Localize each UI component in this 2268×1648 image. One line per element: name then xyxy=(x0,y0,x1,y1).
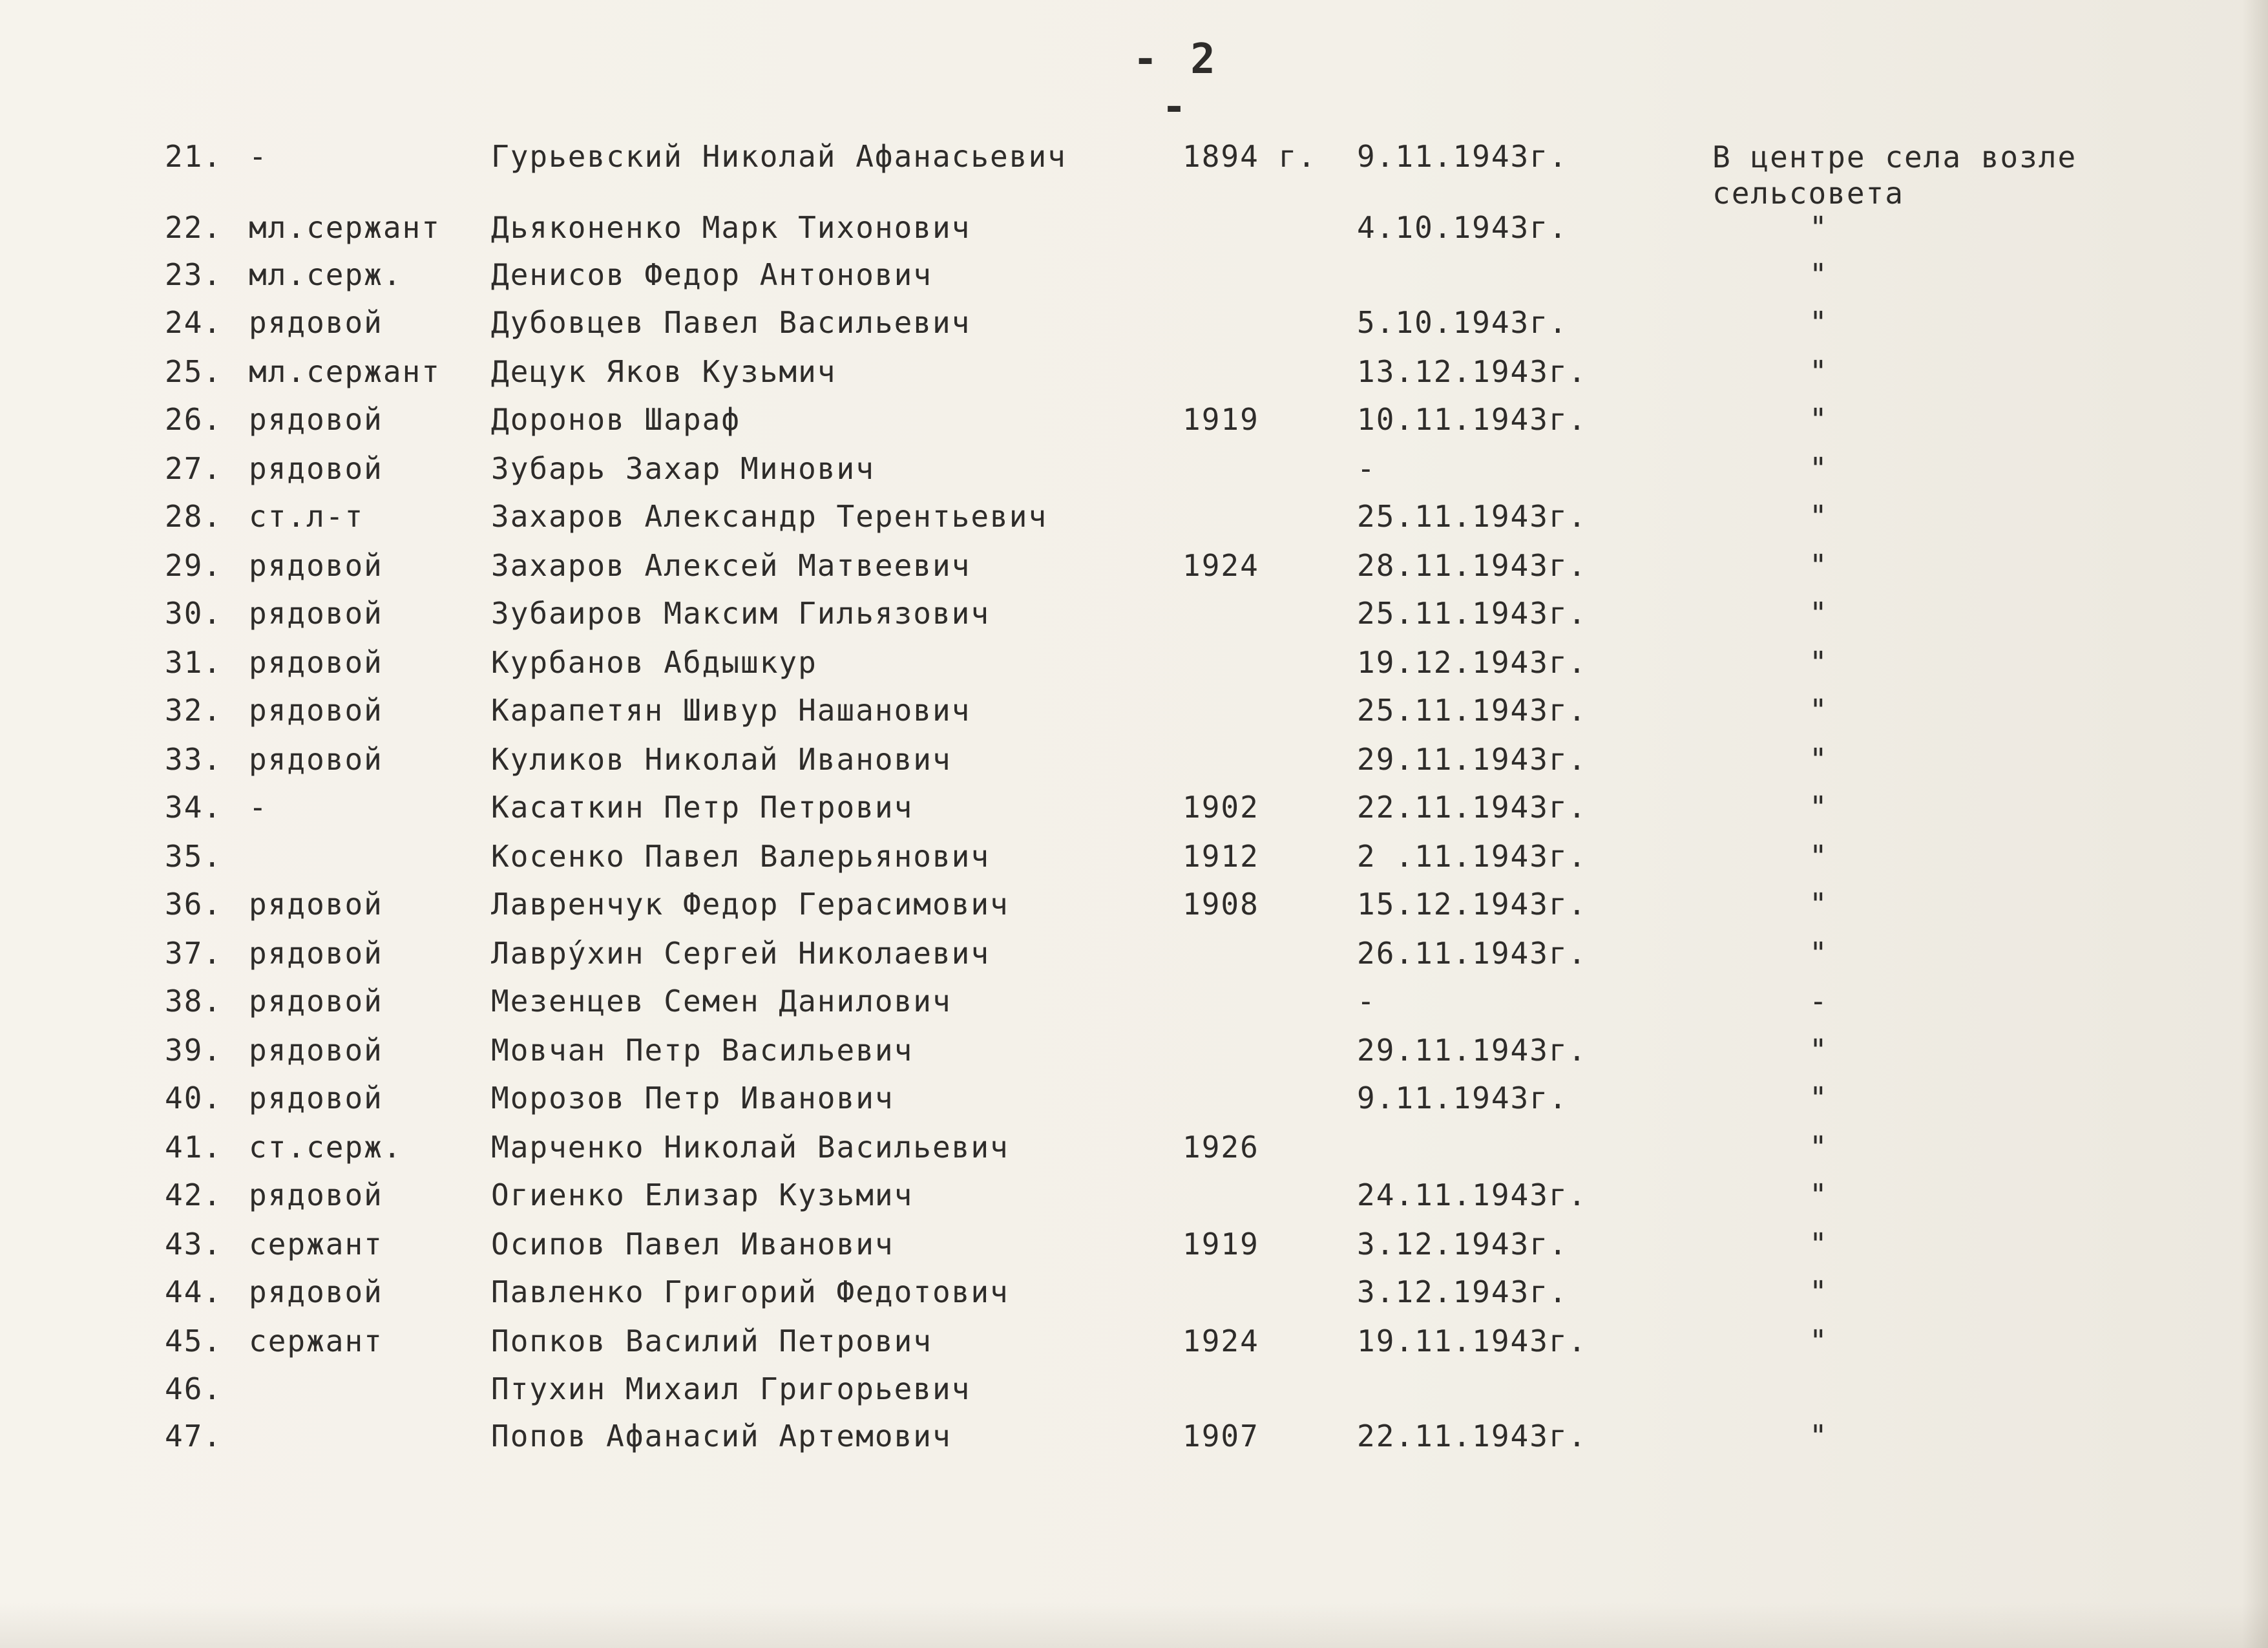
rank-cell: мл.сержант xyxy=(249,354,441,389)
row-number: 43. xyxy=(165,1227,223,1262)
rank-cell: рядовой xyxy=(249,1033,383,1068)
burial-place-cell: " xyxy=(1809,693,1829,728)
death-date-cell: 25.11.1943г. xyxy=(1357,693,1588,728)
death-date-cell: 15.12.1943г. xyxy=(1357,887,1588,922)
burial-place-cell: " xyxy=(1809,257,1829,292)
name-cell: Попов Афанасий Артемович xyxy=(491,1419,952,1453)
name-cell: Морозов Петр Иванович xyxy=(491,1081,894,1115)
row-number: 37. xyxy=(165,936,223,971)
burial-place-cell: - xyxy=(1809,984,1829,1019)
burial-place-cell: " xyxy=(1809,1274,1829,1309)
birth-year-cell: 1924 xyxy=(1182,1324,1259,1358)
row-number: 28. xyxy=(165,499,223,534)
row-number: 41. xyxy=(165,1130,223,1165)
burial-place-cell: " xyxy=(1809,305,1829,340)
birth-year-cell: 1926 xyxy=(1182,1130,1259,1165)
row-number: 42. xyxy=(165,1178,223,1212)
name-cell: Касаткин Петр Петрович xyxy=(491,790,914,825)
birth-year-cell: 1902 xyxy=(1182,790,1259,825)
rank-cell: рядовой xyxy=(249,887,383,922)
burial-place-cell: " xyxy=(1809,402,1829,437)
burial-place-cell: " xyxy=(1809,1419,1829,1453)
death-date-cell: 24.11.1943г. xyxy=(1357,1178,1588,1212)
burial-place-cell: " xyxy=(1809,499,1829,534)
row-number: 25. xyxy=(165,354,223,389)
rank-cell: - xyxy=(249,790,268,825)
birth-year-cell: 1907 xyxy=(1182,1419,1259,1453)
rank-cell: ст.л-т xyxy=(249,499,364,534)
death-date-cell: 26.11.1943г. xyxy=(1357,936,1588,971)
rank-cell: мл.сержант xyxy=(249,210,441,245)
rank-cell: рядовой xyxy=(249,596,383,631)
name-cell: Зубаиров Максим Гильязович xyxy=(491,596,991,631)
name-cell: Птухин Михаил Григорьевич xyxy=(491,1371,971,1406)
rank-cell: рядовой xyxy=(249,645,383,680)
name-cell: Захаров Александр Терентьевич xyxy=(491,499,1048,534)
row-number: 34. xyxy=(165,790,223,825)
death-date-cell: 10.11.1943г. xyxy=(1357,402,1588,437)
death-date-cell: 9.11.1943г. xyxy=(1357,1081,1568,1115)
row-number: 29. xyxy=(165,548,223,583)
rank-cell: рядовой xyxy=(249,548,383,583)
death-date-cell: 22.11.1943г. xyxy=(1357,1419,1588,1453)
burial-place-cell: " xyxy=(1809,354,1829,389)
death-date-cell: 5.10.1943г. xyxy=(1357,305,1568,340)
burial-place-cell: " xyxy=(1809,839,1829,874)
rank-cell: рядовой xyxy=(249,1081,383,1115)
rank-cell: рядовой xyxy=(249,936,383,971)
death-date-cell: 9.11.1943г. xyxy=(1357,139,1568,174)
row-number: 38. xyxy=(165,984,223,1019)
death-date-cell: - xyxy=(1357,451,1376,486)
death-date-cell: 19.12.1943г. xyxy=(1357,645,1588,680)
burial-place-cell: " xyxy=(1809,742,1829,777)
birth-year-cell: 1908 xyxy=(1182,887,1259,922)
burial-place-cell: " xyxy=(1809,451,1829,486)
death-date-cell: 4.10.1943г. xyxy=(1357,210,1568,245)
rank-cell: рядовой xyxy=(249,1274,383,1309)
row-number: 33. xyxy=(165,742,223,777)
name-cell: Павленко Григорий Федотович xyxy=(491,1274,1009,1309)
name-cell: Огиенко Елизар Кузьмич xyxy=(491,1178,914,1212)
rank-cell: сержант xyxy=(249,1324,383,1358)
burial-place-cell: " xyxy=(1809,1033,1829,1068)
name-cell: Марченко Николай Васильевич xyxy=(491,1130,1009,1165)
row-number: 22. xyxy=(165,210,223,245)
burial-place-cell: " xyxy=(1809,1130,1829,1165)
death-date-cell: - xyxy=(1357,984,1376,1019)
row-number: 40. xyxy=(165,1081,223,1115)
burial-place-cell: " xyxy=(1809,1227,1829,1262)
name-cell: Гурьевский Николай Афанасьевич xyxy=(491,139,1067,174)
death-date-cell: 3.12.1943г. xyxy=(1357,1274,1568,1309)
burial-place-note: В центре села возле сельсовета xyxy=(1712,140,2077,211)
rank-cell: рядовой xyxy=(249,693,383,728)
name-cell: Мовчан Петр Васильевич xyxy=(491,1033,914,1068)
name-cell: Лавренчук Федор Герасимович xyxy=(491,887,1009,922)
name-cell: Попков Василий Петрович xyxy=(491,1324,932,1358)
name-cell: Денисов Федор Антонович xyxy=(491,257,932,292)
name-cell: Лавру́хин Сергей Николаевич xyxy=(491,936,991,971)
rank-cell: - xyxy=(249,139,268,174)
name-cell: Карапетян Шивур Нашанович xyxy=(491,693,971,728)
row-number: 30. xyxy=(165,596,223,631)
rank-cell: рядовой xyxy=(249,742,383,777)
birth-year-cell: 1894 г. xyxy=(1182,139,1317,174)
burial-place-cell: " xyxy=(1809,790,1829,825)
row-number: 39. xyxy=(165,1033,223,1068)
rank-cell: рядовой xyxy=(249,305,383,340)
rank-cell: мл.серж. xyxy=(249,257,403,292)
name-cell: Доронов Шараф xyxy=(491,402,741,437)
rank-cell: ст.серж. xyxy=(249,1130,403,1165)
row-number: 47. xyxy=(165,1419,223,1453)
page-bottom-shadow xyxy=(0,1603,2268,1648)
row-number: 35. xyxy=(165,839,223,874)
burial-place-cell: " xyxy=(1809,596,1829,631)
rank-cell: сержант xyxy=(249,1227,383,1262)
row-number: 45. xyxy=(165,1324,223,1358)
birth-year-cell: 1919 xyxy=(1182,1227,1259,1262)
death-date-cell: 25.11.1943г. xyxy=(1357,499,1588,534)
burial-place-cell: " xyxy=(1809,936,1829,971)
name-cell: Дубовцев Павел Васильевич xyxy=(491,305,971,340)
death-date-cell: 2 .11.1943г. xyxy=(1357,839,1588,874)
name-cell: Зубарь Захар Минович xyxy=(491,451,875,486)
name-cell: Косенко Павел Валерьянович xyxy=(491,839,991,874)
burial-place-cell: " xyxy=(1809,1324,1829,1358)
death-date-cell: 22.11.1943г. xyxy=(1357,790,1588,825)
death-date-cell: 3.12.1943г. xyxy=(1357,1227,1568,1262)
name-cell: Мезенцев Семен Данилович xyxy=(491,984,952,1019)
name-cell: Децук Яков Кузьмич xyxy=(491,354,837,389)
burial-place-cell: " xyxy=(1809,548,1829,583)
name-cell: Курбанов Абдышкур xyxy=(491,645,817,680)
death-date-cell: 19.11.1943г. xyxy=(1357,1324,1588,1358)
burial-place-cell: " xyxy=(1809,1081,1829,1115)
burial-place-cell: " xyxy=(1809,645,1829,680)
burial-place-cell: " xyxy=(1809,210,1829,245)
birth-year-cell: 1919 xyxy=(1182,402,1259,437)
name-cell: Захаров Алексей Матвеевич xyxy=(491,548,971,583)
row-number: 26. xyxy=(165,402,223,437)
row-number: 32. xyxy=(165,693,223,728)
burial-place-cell: " xyxy=(1809,1178,1829,1212)
death-date-cell: 25.11.1943г. xyxy=(1357,596,1588,631)
death-date-cell: 29.11.1943г. xyxy=(1357,1033,1588,1068)
row-number: 46. xyxy=(165,1371,223,1406)
row-number: 27. xyxy=(165,451,223,486)
row-number: 36. xyxy=(165,887,223,922)
rank-cell: рядовой xyxy=(249,1178,383,1212)
row-number: 21. xyxy=(165,139,223,174)
birth-year-cell: 1924 xyxy=(1182,548,1259,583)
rank-cell: рядовой xyxy=(249,451,383,486)
death-date-cell: 13.12.1943г. xyxy=(1357,354,1588,389)
burial-place-cell: " xyxy=(1809,887,1829,922)
row-number: 44. xyxy=(165,1274,223,1309)
row-number: 24. xyxy=(165,305,223,340)
death-date-cell: 29.11.1943г. xyxy=(1357,742,1588,777)
row-number: 31. xyxy=(165,645,223,680)
page-number: - 2 - xyxy=(1133,36,1219,131)
page-edge-shadow xyxy=(2242,0,2268,1648)
death-date-cell: 28.11.1943г. xyxy=(1357,548,1588,583)
birth-year-cell: 1912 xyxy=(1182,839,1259,874)
name-cell: Дьяконенко Марк Тихонович xyxy=(491,210,971,245)
rank-cell: рядовой xyxy=(249,402,383,437)
row-number: 23. xyxy=(165,257,223,292)
name-cell: Осипов Павел Иванович xyxy=(491,1227,894,1262)
name-cell: Куликов Николай Иванович xyxy=(491,742,952,777)
rank-cell: рядовой xyxy=(249,984,383,1019)
